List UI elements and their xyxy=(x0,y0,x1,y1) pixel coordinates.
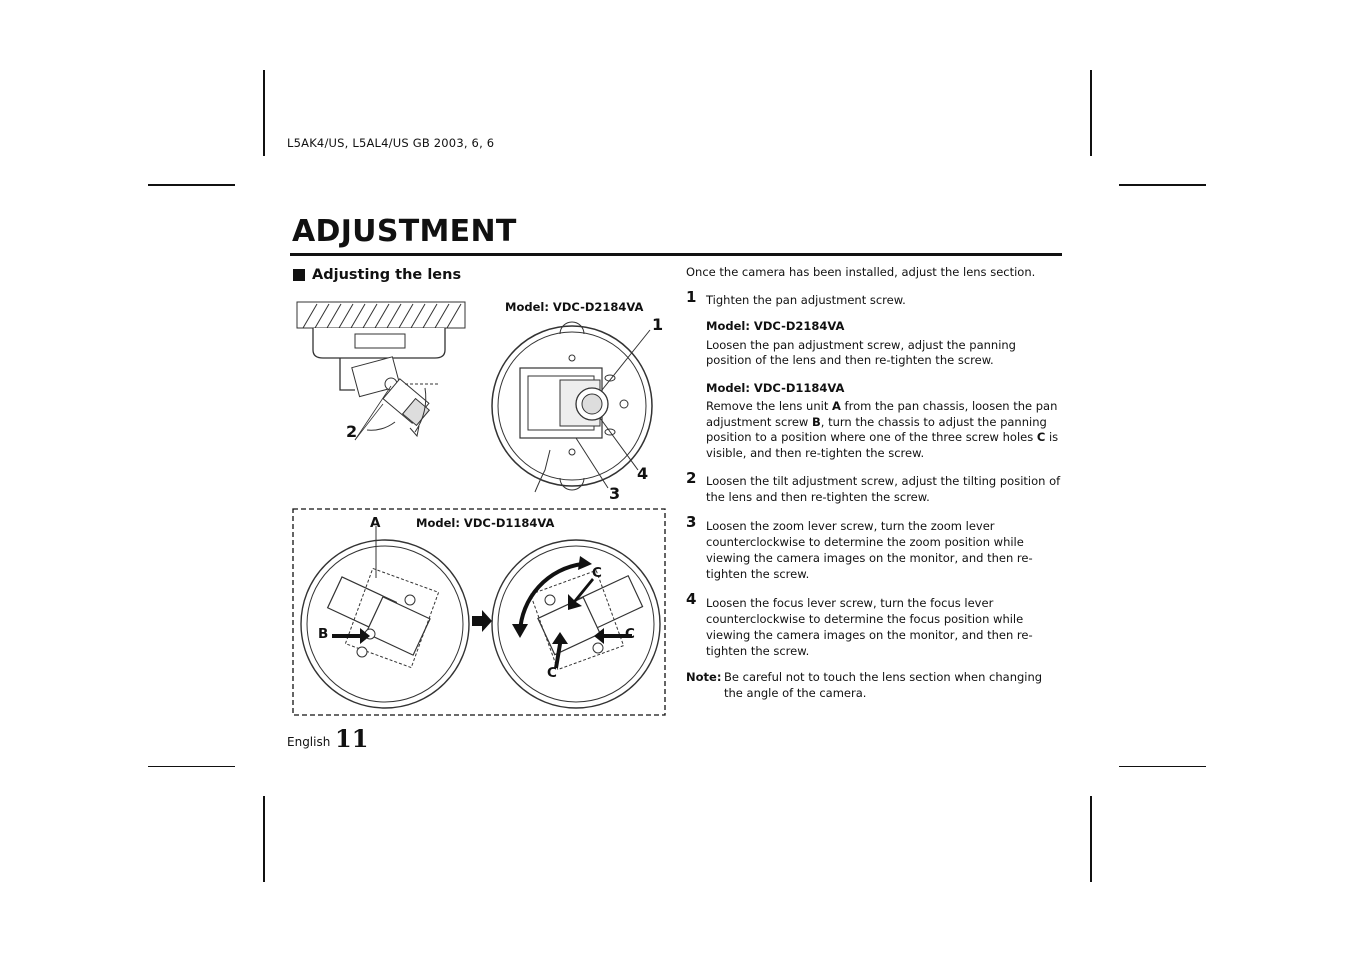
text-part: is visible, and then re-tighten the screw. xyxy=(706,430,1059,460)
text-part: Remove the lens unit xyxy=(706,399,832,413)
text-part: from the pan chassis, loosen the pan adjustment screw xyxy=(706,399,1058,429)
figure-side-view xyxy=(295,300,475,450)
step-number: 3 xyxy=(686,513,697,531)
figure-model-top: Model: VDC-D2184VA xyxy=(505,300,644,314)
step-1 xyxy=(686,287,1062,462)
footer-page-number: 11 xyxy=(335,724,369,753)
square-bullet-icon xyxy=(293,269,305,281)
step-model-b-text xyxy=(706,399,1062,461)
note-label: Note: xyxy=(686,670,722,684)
title-rule xyxy=(290,253,1062,256)
section-heading-text: Adjusting the lens xyxy=(312,267,462,283)
step-4 xyxy=(686,590,1062,659)
step-model-a-text: Loosen the pan adjustment screw, adjust the panning position of the lens and then re-tighten the screw. xyxy=(706,337,1016,367)
callout-c-top: C xyxy=(592,565,602,581)
crop-mark-top-right-h xyxy=(1119,184,1206,186)
crop-mark-top-left-h xyxy=(148,184,235,186)
page-title: ADJUSTMENT xyxy=(292,214,517,249)
figure-dashed-box xyxy=(292,508,666,716)
footer-language: English xyxy=(287,735,331,749)
callout-c-right: C xyxy=(625,626,635,642)
callout-c-bottom: C xyxy=(547,665,557,681)
intro-text: Once the camera has been installed, adjust the lens section. xyxy=(686,265,1036,279)
step-number: 1 xyxy=(686,287,697,306)
note xyxy=(686,670,1062,701)
step-text: Loosen the focus lever screw, turn the focus lever counterclockwise to determine the focus position while viewing the camera images on the monitor, and then re-tighten the screw. xyxy=(706,596,1033,658)
step-number: 2 xyxy=(686,469,697,487)
label-b: B xyxy=(812,414,821,429)
callout-b: B xyxy=(318,626,329,642)
figure-top-view xyxy=(490,320,660,495)
step-text: Loosen the zoom lever screw, turn the zoom lever counterclockwise to determine the zoom position while viewing the camera images on the monitor, and then re-tighten the screw. xyxy=(706,519,1033,581)
note-text: Be careful not to touch the lens section when changing the angle of the camera. xyxy=(724,670,1043,700)
callout-4: 4 xyxy=(637,464,649,483)
callout-3: 3 xyxy=(609,484,621,503)
crop-mark-bottom-right-h xyxy=(1119,766,1206,767)
step-3 xyxy=(686,513,1062,582)
label-c: C xyxy=(1036,430,1046,444)
crop-mark-bottom-left-h xyxy=(148,766,235,767)
label-a: A xyxy=(832,399,841,413)
crop-mark-top-right-v xyxy=(1090,70,1092,156)
header-code: L5AK4/US, L5AL4/US GB 2003, 6, 6 xyxy=(287,136,495,150)
instructions-column xyxy=(686,265,1062,701)
step-text: Tighten the pan adjustment screw. xyxy=(706,292,906,307)
step-model-b: Model: VDC-D1184VA xyxy=(706,380,845,395)
step-text: Loosen the tilt adjustment screw, adjust the tilting position of the lens and then re-tighten the screw. xyxy=(706,474,1061,504)
section-heading xyxy=(293,267,461,283)
step-2 xyxy=(686,469,1062,505)
callout-1: 1 xyxy=(652,315,664,334)
crop-mark-top-left-v xyxy=(263,70,265,156)
step-model-a: Model: VDC-D2184VA xyxy=(706,319,845,333)
figure-model-bottom: Model: VDC-D1184VA xyxy=(416,516,555,530)
text-part: , turn the chassis to adjust the panning position to a position where one of the three screw holes xyxy=(706,414,1047,444)
crop-mark-bottom-right-v xyxy=(1090,796,1092,882)
crop-mark-bottom-left-v xyxy=(263,796,265,882)
callout-2: 2 xyxy=(346,422,358,441)
step-number: 4 xyxy=(686,590,697,608)
callout-a: A xyxy=(370,515,381,531)
